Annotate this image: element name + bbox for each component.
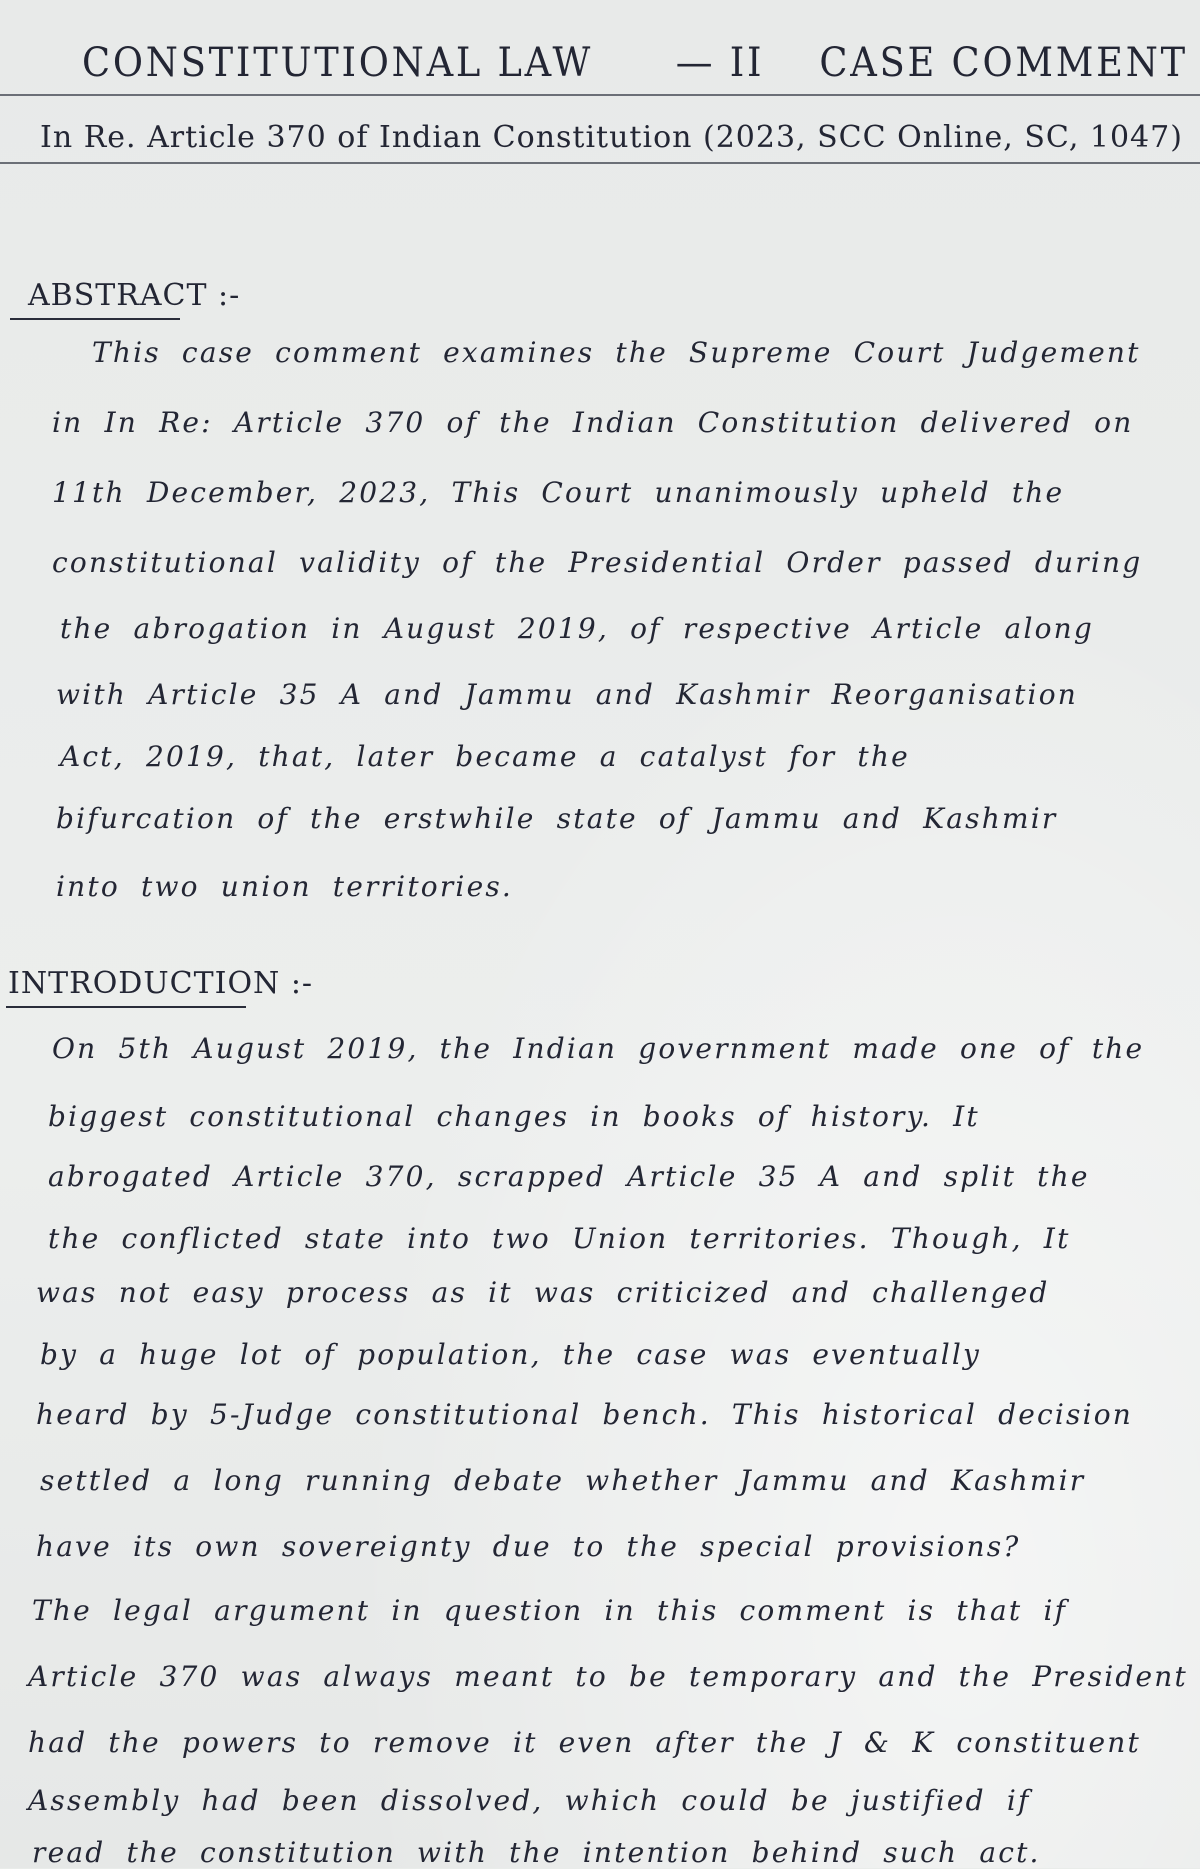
introduction-line: have its own sovereignty due to the special provisions?	[36, 1530, 1021, 1563]
introduction-line: On 5th August 2019, the Indian government made one of the	[52, 1032, 1145, 1065]
abstract-line: This case comment examines the Supreme Court Judgement	[92, 336, 1141, 369]
title-subject: CONSTITUTIONAL LAW	[82, 40, 594, 86]
abstract-line: 11th December, 2023, This Court unanimously upheld the	[52, 476, 1065, 509]
header-rule-bottom	[0, 162, 1200, 164]
abstract-line: Act, 2019, that, later became a catalyst for the	[60, 740, 910, 773]
abstract-line: bifurcation of the erstwhile state of Jammu and Kashmir	[56, 802, 1058, 835]
page-title	[82, 40, 1188, 86]
introduction-line: biggest constitutional changes in books of history. It	[48, 1100, 980, 1133]
abstract-line: into two union territories.	[56, 870, 514, 903]
introduction-line: was not easy process as it was criticized and challenged	[36, 1276, 1050, 1309]
introduction-line: The legal argument in question in this comment is that if	[32, 1594, 1068, 1627]
introduction-line: abrogated Article 370, scrapped Article 35 A and split the	[48, 1160, 1090, 1193]
introduction-line: had the powers to remove it even after the J & K constituent	[28, 1726, 1141, 1759]
abstract-heading: ABSTRACT :-	[28, 278, 241, 313]
header-rule-top	[0, 94, 1200, 96]
introduction-line: the conflicted state into two Union territories. Though, It	[48, 1222, 1071, 1255]
abstract-line: with Article 35 A and Jammu and Kashmir Reorganisation	[56, 678, 1078, 711]
introduction-line: Article 370 was always meant to be temporary and the President	[28, 1660, 1188, 1693]
introduction-line: settled a long running debate whether Jammu and Kashmir	[40, 1464, 1086, 1497]
case-citation: In Re. Article 370 of Indian Constitution (2023, SCC Online, SC, 1047)	[40, 120, 1183, 155]
abstract-underline	[10, 318, 180, 320]
abstract-line: in In Re: Article 370 of the Indian Constitution delivered on	[52, 406, 1134, 439]
title-part: — II	[675, 40, 765, 86]
introduction-underline	[6, 1006, 246, 1008]
introduction-line: heard by 5-Judge constitutional bench. This historical decision	[36, 1398, 1134, 1431]
title-type: CASE COMMENT	[819, 40, 1188, 86]
introduction-line: by a huge lot of population, the case was eventually	[40, 1338, 982, 1371]
abstract-line: the abrogation in August 2019, of respective Article along	[60, 612, 1095, 645]
introduction-line: Assembly had been dissolved, which could be justified if	[28, 1784, 1031, 1817]
abstract-line: constitutional validity of the Presidential Order passed during	[52, 546, 1143, 579]
introduction-line: read the constitution with the intention behind such act.	[32, 1836, 1041, 1869]
introduction-heading: INTRODUCTION :-	[8, 966, 314, 1001]
